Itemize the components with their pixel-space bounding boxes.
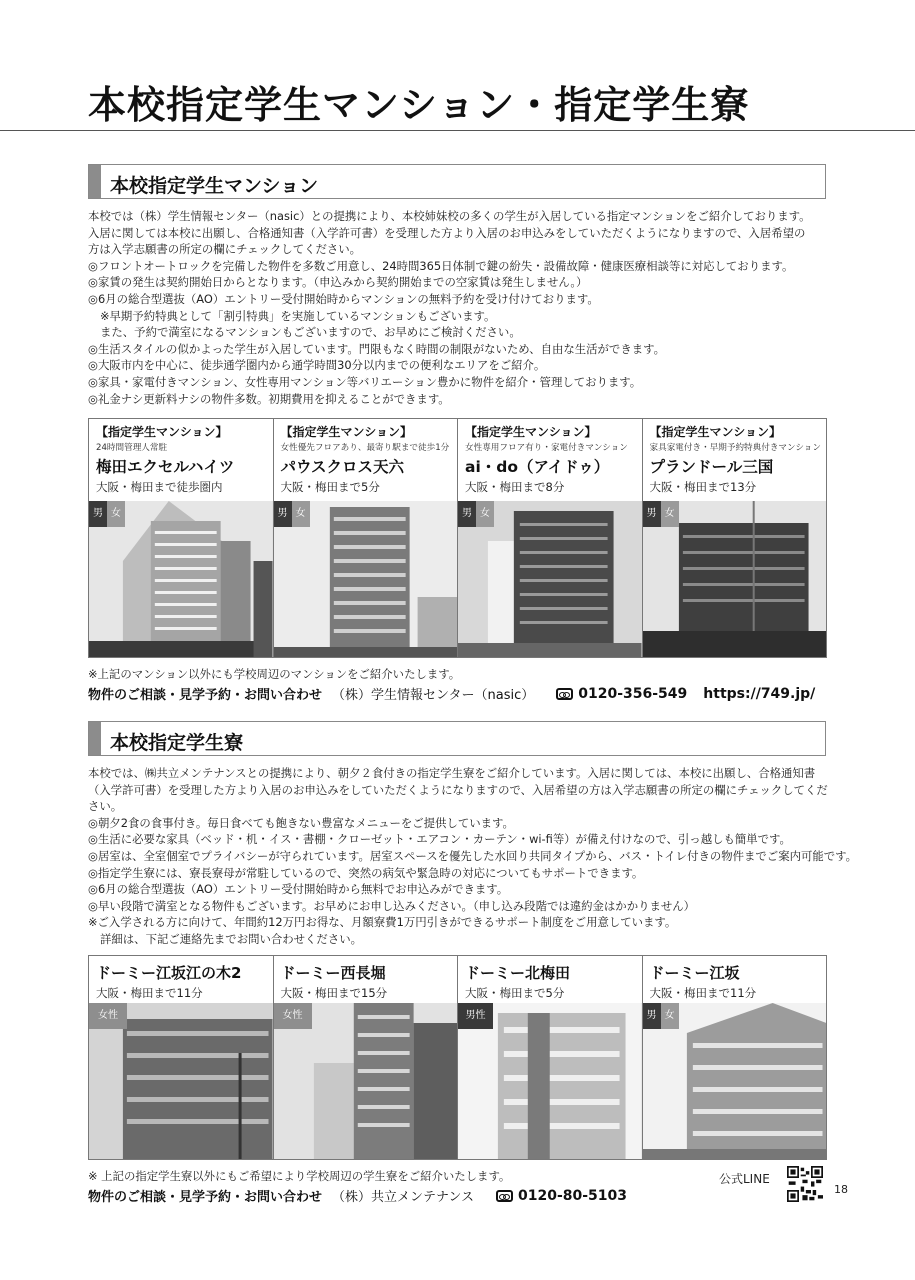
mansion-card[interactable] [458, 419, 643, 657]
mansion-card[interactable] [643, 419, 827, 657]
mansion-line: ◎礼金ナシ更新料ナシの物件多数。初期費用を抑えることができます。 [88, 391, 450, 406]
card-name: ドーミー西長堀 [280, 964, 386, 982]
card-tag: 【指定学生マンション】 [465, 425, 597, 439]
card-access: 大阪・梅田まで15分 [280, 986, 388, 1000]
card-access: 大阪・梅田まで11分 [96, 986, 203, 1000]
mansion-cards [88, 418, 827, 658]
mansion-line: 入居に関しては本校に出願し、合格通知書（入学許可書）を受理した方より入居のお申込みをしていただくようになりますので、入居希望の [88, 225, 806, 240]
male-label: 男 [458, 501, 476, 527]
mansion-section-heading [88, 164, 826, 199]
mansion-line: ◎大阪市内を中心に、徒歩通学圏内から通学時間30分以内までの便利なエリアをご紹介。 [88, 358, 546, 373]
dorm-card[interactable] [274, 956, 459, 1159]
building-photo [458, 1003, 642, 1159]
dorm-heading-text: 本校指定学生寮 [110, 732, 244, 754]
gender-badge [274, 1003, 312, 1029]
female-label: 女 [107, 501, 125, 527]
dorm-line: ◎早い段階で満室となる物件もございます。お早めにお申し込みください。（申し込み段階では違約金はかかりません） [88, 898, 696, 913]
mansion-line: ◎6月の総合型選抜（AO）エントリー受付開始時からマンションの無料予約を受け付けております。 [88, 291, 599, 306]
dorm-intro: 本校では、㈱共立メンテナンスとの提携により、朝夕２食付きの指定学生寮をご紹介しています。入居に関しては、本校に出願し、合格通知書（入学許可書）を受理した方より入居のお申込みをしていただくようになりますので、入居希望の方は入学志願書の所定の欄にチェックしてください。 [88, 766, 828, 814]
dorm-contact [88, 1186, 627, 1205]
contact-tel[interactable]: 0120-80-5103 [517, 1187, 628, 1204]
building-photo [89, 1003, 273, 1159]
contact-tel[interactable]: 0120-356-549 [578, 685, 688, 702]
mansion-line: ◎家具・家電付きマンション、女性専用マンション等バリエーション豊かに物件を紹介・管理しております。 [88, 374, 642, 389]
male-label: 男 [274, 501, 292, 527]
male-label: 男 [89, 501, 107, 527]
card-access: 大阪・梅田まで5分 [465, 986, 565, 1000]
dorm-description [88, 765, 858, 948]
card-access: 大阪・梅田まで8分 [465, 480, 565, 494]
gender-label: 男性 [458, 1003, 493, 1029]
contact-label: 物件のご相談・見学予約・お問い合わせ [88, 1190, 323, 1205]
female-label: 女 [476, 501, 494, 527]
card-access: 大阪・梅田まで11分 [649, 986, 757, 1000]
building-photo [274, 1003, 458, 1159]
qr-code-icon[interactable] [787, 1166, 823, 1202]
mansion-line: また、予約で満室になるマンションもございますので、お早めにご検討ください。 [100, 325, 521, 340]
freedial-icon [556, 688, 573, 700]
mansion-card[interactable] [89, 419, 274, 657]
contact-org: （株）学生情報センター（nasic） [332, 688, 535, 703]
gender-badge [89, 1003, 127, 1029]
mansion-card[interactable] [274, 419, 459, 657]
dorm-line: ◎居室は、全室個室でプライバシーが守られています。居室スペースを優先した水回り共同タイプから、バス・トイレ付きの物件までご案内可能です。 [88, 848, 858, 863]
card-tag: 【指定学生マンション】 [96, 425, 228, 439]
card-name: ai・do（アイドゥ） [465, 458, 610, 476]
building-photo [89, 501, 273, 657]
gender-badge [458, 501, 494, 527]
gender-badge [458, 1003, 493, 1029]
dorm-line: ◎朝夕2食の食事付き。毎日食べても飽きない豊富なメニューをご提供しています。 [88, 815, 514, 830]
dorm-cards [88, 955, 827, 1160]
mansion-line: ◎家賃の発生は契約開始日からとなります。（申込みから契約開始までの空家賃は発生しません。） [88, 275, 588, 290]
building-photo [643, 1003, 827, 1159]
female-label: 女 [661, 501, 679, 527]
freedial-icon [496, 1190, 513, 1202]
line-label: 公式LINE [719, 1172, 770, 1186]
card-tag: 【指定学生マンション】 [649, 425, 781, 439]
mansion-note: ※上記のマンション以外にも学校周辺のマンションをご紹介いたします。 [88, 667, 461, 681]
contact-label: 物件のご相談・見学予約・お問い合わせ [88, 688, 323, 703]
page-number: 18 [834, 1183, 848, 1196]
dorm-card[interactable] [643, 956, 827, 1159]
mansion-line: ◎フロントオートロックを完備した物件を多数ご用意し、24時間365日体制で鍵の紛失・設備故障・健康医療相談等に対応しております。 [88, 258, 794, 273]
card-access: 大阪・梅田まで徒歩圏内 [96, 480, 223, 494]
gender-badge [274, 501, 310, 527]
mansion-heading-text: 本校指定学生マンション [110, 175, 319, 197]
card-name: プランドール三国 [649, 458, 774, 476]
card-access: 大阪・梅田まで5分 [280, 480, 380, 494]
gender-badge [643, 501, 679, 527]
gender-badge [643, 1003, 679, 1029]
contact-url[interactable]: https://749.jp/ [703, 685, 816, 702]
female-label: 女 [292, 501, 310, 527]
dorm-line: 詳細は、下記ご連絡先までお問い合わせください。 [100, 931, 362, 946]
mansion-description [88, 208, 828, 407]
card-subtitle: 24時間管理人常駐 [96, 443, 168, 453]
card-name: ドーミー北梅田 [465, 964, 571, 982]
building-photo [643, 501, 827, 657]
gender-label: 女性 [89, 1003, 127, 1029]
card-name: パウスクロス天六 [280, 458, 405, 476]
mansion-line: ◎生活スタイルの似かよった学生が入居しています。門限もなく時間の制限がないため、自由な生活ができます。 [88, 341, 665, 356]
title-divider [0, 130, 915, 131]
gender-label: 女性 [274, 1003, 312, 1029]
male-label: 男 [643, 1003, 661, 1029]
dorm-line: ◎指定学生寮には、寮長寮母が常駐しているので、突然の病気や緊急時の対応についてもサポートできます。 [88, 865, 644, 880]
card-subtitle: 女性専用フロア有り・家電付きマンション [465, 443, 628, 453]
building-photo [274, 501, 458, 657]
dorm-card[interactable] [89, 956, 274, 1159]
female-label: 女 [661, 1003, 679, 1029]
dorm-line: ※ご入学される方に向けて、年間約12万円お得な、月額寮費1万円引きができるサポート制度をご用意しています。 [88, 915, 677, 930]
card-tag: 【指定学生マンション】 [280, 425, 412, 439]
card-subtitle: 女性優先フロアあり、最寄り駅まで徒歩1分 [280, 443, 450, 453]
mansion-contact [88, 684, 815, 703]
dorm-line: ◎生活に必要な家具（ベッド・机・イス・書棚・クローゼット・エアコン・カーテン・wi-fi等）が備え付けなので、引っ越しも簡単です。 [88, 832, 791, 847]
gender-badge [89, 501, 125, 527]
contact-org: （株）共立メンテナンス [332, 1190, 474, 1205]
dorm-card[interactable] [458, 956, 643, 1159]
mansion-line: 方は入学志願書の所定の欄にチェックしてください。 [88, 242, 362, 257]
male-label: 男 [643, 501, 661, 527]
card-access: 大阪・梅田まで13分 [649, 480, 757, 494]
dorm-note: ※ 上記の指定学生寮以外にもご希望により学校周辺の学生寮をご紹介いたします。 [88, 1169, 511, 1183]
card-name: 梅田エクセルハイツ [96, 458, 235, 476]
dorm-section-heading [88, 721, 826, 756]
building-photo [458, 501, 642, 657]
card-subtitle: 家具家電付き・早期予約特典付きマンション [649, 443, 821, 453]
page-title: 本校指定学生マンション・指定学生寮 [88, 83, 750, 127]
dorm-line: ◎6月の総合型選抜（AO）エントリー受付開始時から無料でお申込みができます。 [88, 882, 509, 897]
mansion-line: 本校では（株）学生情報センター（nasic）との提携により、本校姉妹校の多くの学生が入居している指定マンションをご紹介しております。 [88, 209, 811, 223]
card-name: ドーミー江坂 [649, 964, 740, 982]
heading-bar [89, 165, 101, 198]
mansion-line: ※早期予約特典として「割引特典」を実施しているマンションもございます。 [100, 308, 496, 323]
card-name: ドーミー江坂江の木2 [96, 964, 242, 982]
heading-bar [89, 722, 101, 755]
